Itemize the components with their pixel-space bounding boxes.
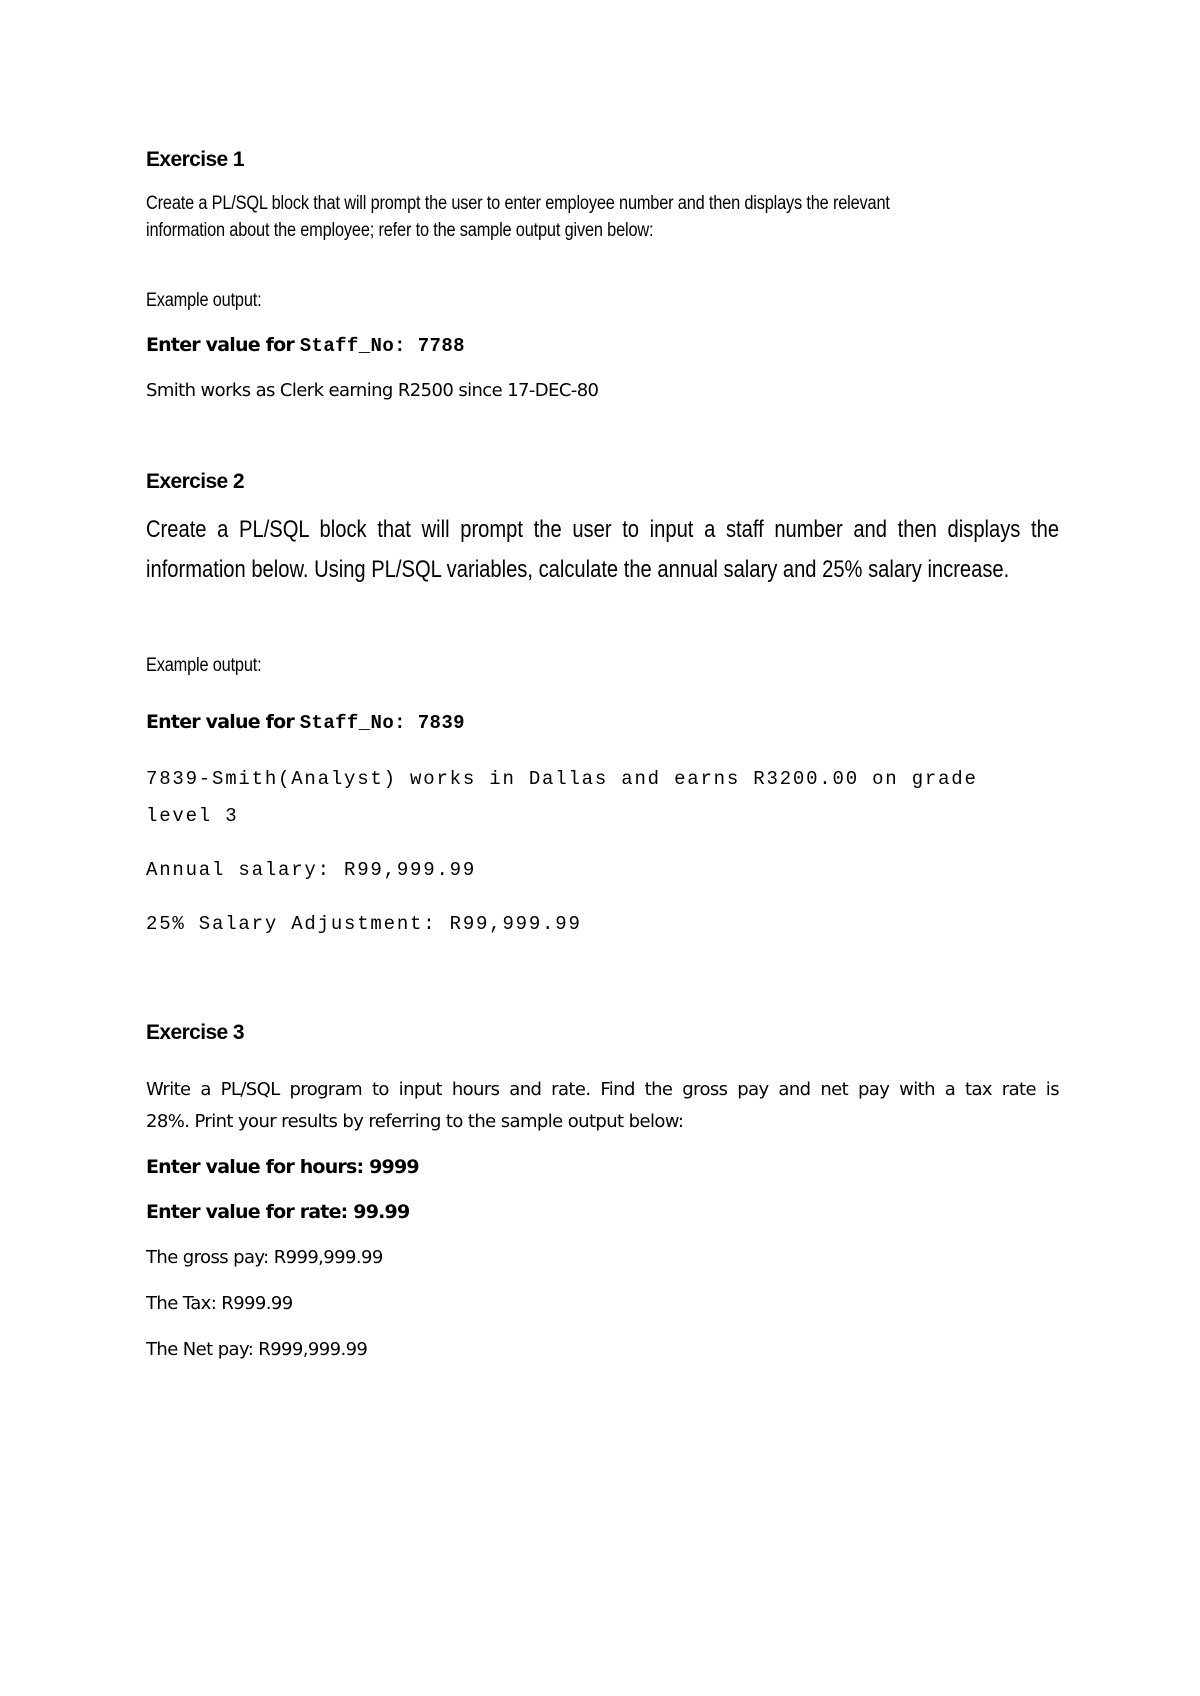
exercise-1-output-line: Smith works as Clerk earning R2500 since 17-DEC-80 (146, 380, 599, 401)
exercise-3-instruction-line-2: 28%. Print your results by referring to the sample output below: (146, 1111, 684, 1132)
exercise-1-prompt-variable: Staff_No: 7788 (299, 335, 465, 357)
exercise-3-gross-pay: The gross pay: R999,999.99 (146, 1247, 383, 1268)
exercise-2-heading: Exercise 2 (146, 470, 244, 493)
exercise-2-annual-salary: Annual salary: R99,999.99 (146, 859, 477, 881)
exercise-2-output-line-1: 7839-Smith(Analyst) works in Dallas and earns R3200.00 on grade (146, 768, 978, 790)
exercise-1-instruction-line-2: information about the employee; refer to the sample output given below: (146, 220, 654, 241)
exercise-2-salary-adjustment: 25% Salary Adjustment: R99,999.99 (146, 913, 582, 935)
exercise-3-prompt-rate: Enter value for rate: 99.99 (146, 1201, 410, 1223)
exercise-3-instruction-line-1: Write a PL/SQL program to input hours and rate. Find the gross pay and net pay with a tax rate is (146, 1079, 1059, 1100)
exercise-1-example-label: Example output: (146, 290, 262, 311)
exercise-1-prompt (146, 334, 465, 357)
exercise-1-instruction-line-1: Create a PL/SQL block that will prompt the user to enter employee number and then displays the relevant (146, 193, 890, 214)
exercise-3-net-pay: The Net pay: R999,999.99 (146, 1339, 368, 1360)
exercise-2-output-line-2: level 3 (146, 805, 239, 827)
exercise-3-tax: The Tax: R999.99 (146, 1293, 293, 1314)
exercise-2-instruction-line-1 (146, 516, 1059, 544)
exercise-3-prompt-hours: Enter value for hours: 9999 (146, 1156, 419, 1178)
exercise-2-example-label: Example output: (146, 655, 262, 676)
exercise-2-prompt (146, 711, 465, 734)
exercise-2-prompt-label: Enter value for (146, 711, 300, 733)
exercise-1-heading: Exercise 1 (146, 148, 244, 171)
exercise-2-instruction-line-2: information below. Using PL/SQL variables, calculate the annual salary and 25% salary increase. (146, 556, 1010, 583)
exercise-2-prompt-variable: Staff_No: 7839 (299, 712, 465, 734)
exercise-3-heading: Exercise 3 (146, 1021, 244, 1044)
exercise-2-instruction-line-1-text: Create a PL/SQL block that will prompt the user to input a staff number and then displays the (146, 516, 1060, 543)
exercise-1-prompt-label: Enter value for (146, 334, 300, 356)
